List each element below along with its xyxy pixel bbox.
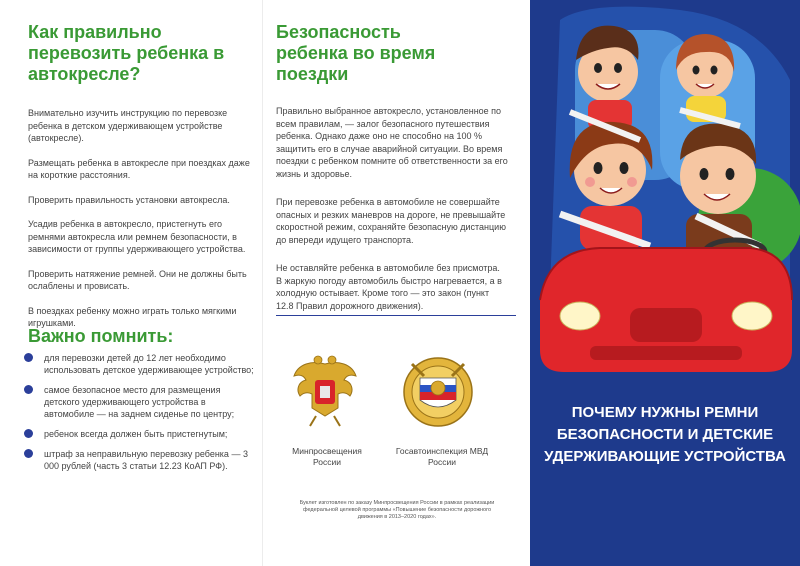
list-item xyxy=(24,384,254,420)
list-item-text: для перевозки детей до 12 лет необходимо использовать детское удерживающее устройство; xyxy=(44,353,254,375)
left-paragraph: Проверить натяжение ремней. Они не должны быть ослаблены и провисать. xyxy=(28,268,247,291)
traffic-police-emblem-icon xyxy=(398,350,478,430)
cover-title: ПОЧЕМУ НУЖНЫ РЕМНИ БЕЗОПАСНОСТИ И ДЕТСКИЕ УДЕРЖИВАЮЩИЕ УСТРОЙСТВА xyxy=(544,404,786,465)
middle-paragraph: Не оставляйте ребенка в автомобиле без присмотра. В жаркую погоду автомобиль быстро нагревается, а в холодную остывает. Кроме того — это закон (пункт 12.8 Правил дорожного движения). xyxy=(276,263,502,311)
cover-panel xyxy=(530,0,800,566)
left-paragraph: Усадив ребенка в автокресло, пристегнуть его ремнями автокресла или ремнем безопасности, в зависимости от группы удерживающего устройства. xyxy=(28,219,246,254)
left-heading: Как правильно перевозить ребенка в автокресле? xyxy=(28,22,225,84)
list-item xyxy=(24,428,254,440)
section-divider xyxy=(276,315,516,316)
list-item xyxy=(24,352,254,376)
left-paragraph: В поездках ребенку можно играть только мягкими игрушками. xyxy=(28,305,237,328)
middle-panel xyxy=(262,0,530,566)
list-item-text: ребенок всегда должен быть пристегнутым; xyxy=(44,429,228,439)
bullet-dot-icon xyxy=(24,429,33,438)
list-item-text: самое безопасное место для размещения детского удерживающего устройства в автомобиле — на заднем сиденье по центру; xyxy=(44,385,235,419)
middle-paragraph: При перевозке ребенка в автомобиле не совершайте опасных и резких маневров на дороге, не превышайте скоростной режим, сохраняйте безопасную дистанцию до впереди идущего транспорта. xyxy=(276,197,506,245)
left-paragraph: Внимательно изучить инструкцию по перевозке ребенка в детском удерживающем устройстве (автокресле). xyxy=(28,108,228,143)
family-in-red-car-icon xyxy=(530,0,800,390)
bullet-dot-icon xyxy=(24,449,33,458)
emblem-caption: Госавтоинспекция МВД России xyxy=(395,446,489,467)
emblem-caption: Минпросвещения России xyxy=(292,446,362,467)
list-item xyxy=(24,448,254,472)
left-panel xyxy=(0,0,262,566)
footnote: Буклет изготовлен по заказу Минпросвещения России в рамках реализации федеральной целевой программы «Повышение безопасности дорожного движения в 2013–2020 годах». xyxy=(299,500,495,520)
important-list xyxy=(24,352,254,480)
eagle-emblem-icon xyxy=(290,350,360,430)
middle-paragraph: Правильно выбранное автокресло, установленное по всем правилам, — залог безопасного путешествия ребенка. Однако даже оно не способно на 100 % защитить его в случае аварийной ситуации. Во время поездки с ребенком помните об ответственности за его жизнь и здоровье. xyxy=(276,106,508,179)
list-item-text: штраф за неправильную перевозку ребенка — 3 000 рублей (часть 3 статьи 12.23 КоАП РФ). xyxy=(44,449,248,471)
middle-heading: Безопасность ребенка во время поездки xyxy=(276,22,436,84)
important-heading: Важно помнить: xyxy=(28,326,174,346)
left-paragraph: Проверить правильность установки автокресла. xyxy=(28,194,230,205)
bullet-dot-icon xyxy=(24,353,33,362)
left-paragraph: Размещать ребенка в автокресле при поездках даже на короткие расстояния. xyxy=(28,157,250,180)
bullet-dot-icon xyxy=(24,385,33,394)
